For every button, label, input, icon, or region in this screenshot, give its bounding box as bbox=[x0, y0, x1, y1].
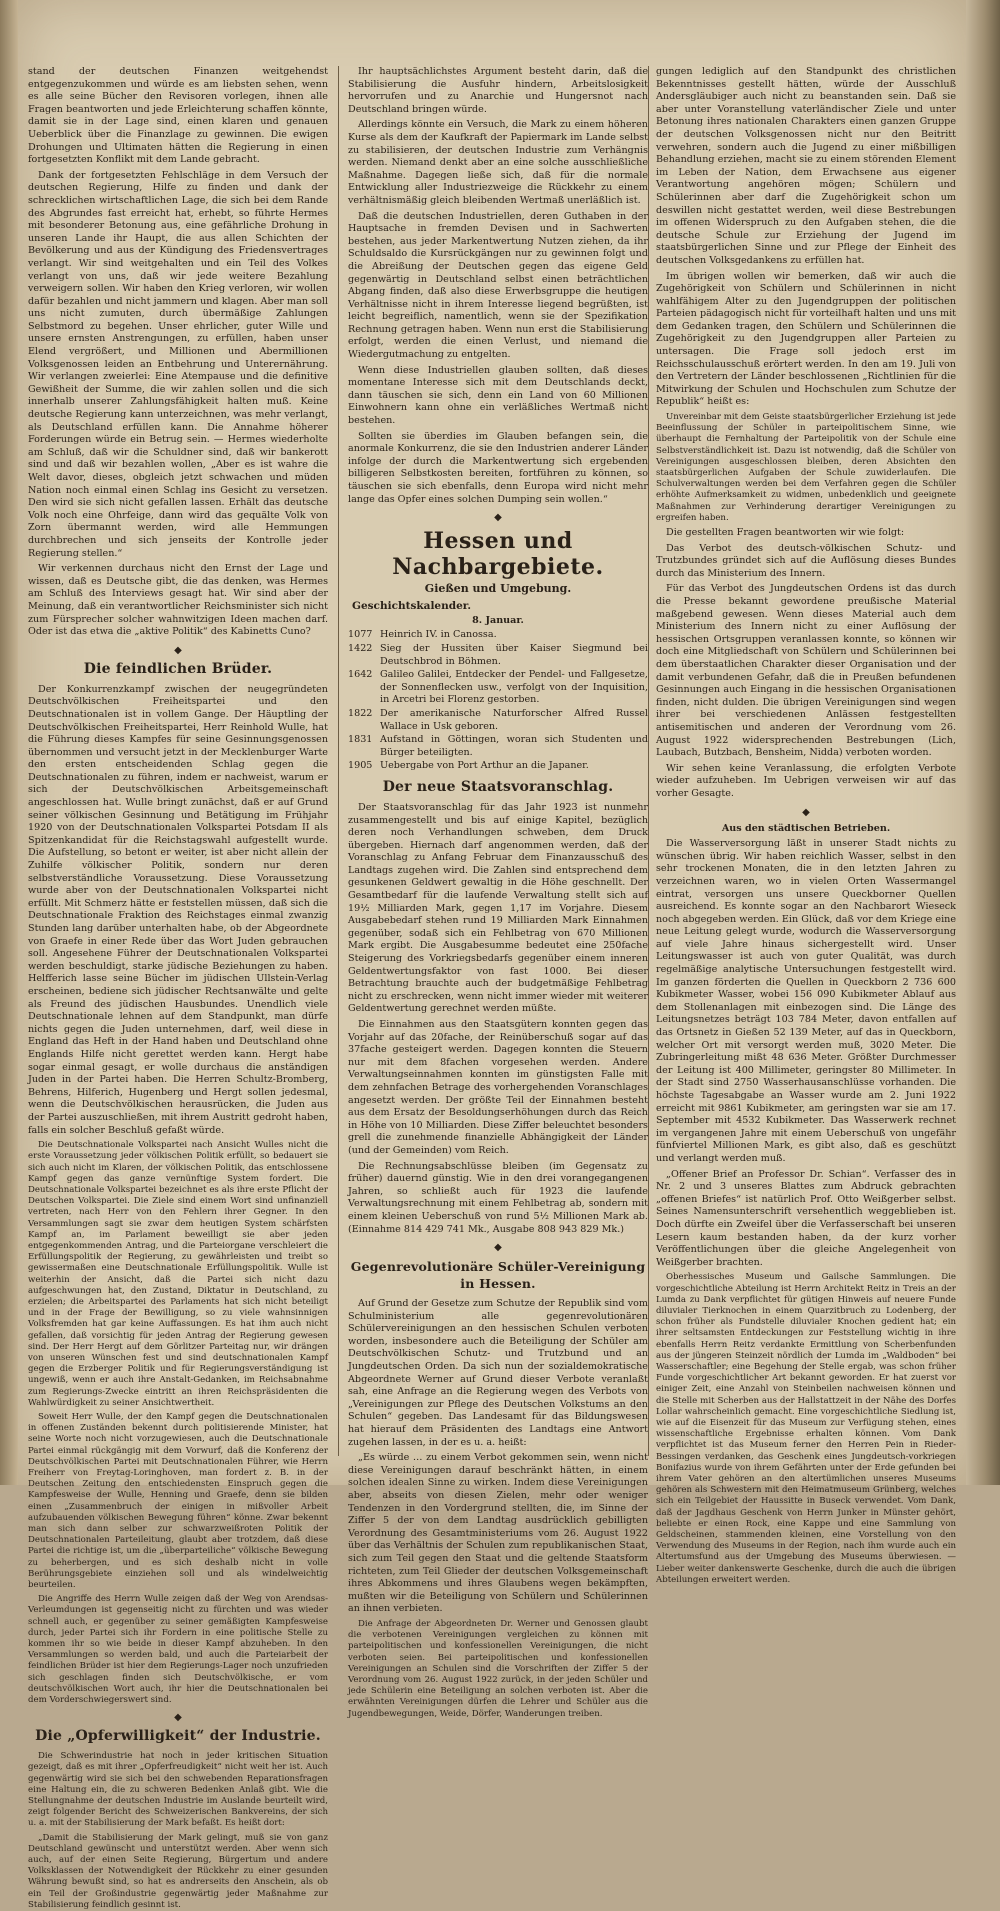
calendar-entry bbox=[348, 734, 648, 759]
paragraph: Die Einnahmen aus den Staatsgütern konnten gegen das Vorjahr auf das 20fache, der Reinüberschuß sogar auf das 37fache gesteigert werden. Dagegen konnten die Steuern nur mit dem 8fachen vorgesehen werden. Andere Verwaltungseinnahmen konnten im günstigsten Falle mit dem zehnfachen Betrage des vorhergehenden Voranschlages angesetzt werden. Der größte Teil der Einnahmen besteht aus dem Ersatz der Besoldungserhöhungen durch das Reich in Höhe von 10 Milliarden. Diese Ziffer beleuchtet besonders grell die zunehmende finanzielle Abhängigkeit der Länder (und der Gemeinden) vom Reich. bbox=[348, 1019, 648, 1156]
paragraph: „Es würde … zu einem Verbot gekommen sein, wenn nicht diese Vereinigungen darauf beschränkt hätten, in einem solchen idealen Sinne zu wirken. Indem diese Vereinigungen aber, abseits von diesen Zielen, mehr oder weniger Tendenzen in den Vordergrund stellten, die, im Sinne der Ziffer 5 der von dem Landtag ausdrücklich gebilligten Verordnung des Gesamtministeriums vom 26. August 1922 über das Verhältnis der Schulen zum republikanischen Staat, sich zum Teil gegen den Staat und die geltende Staatsform richteten, zum Teil Glieder der deutschen Volksgemeinschaft ihres Abkommens und ihres Glaubens wegen bekämpften, mußten wir die Beteiligung von Schülern und Schülerinnen an ihnen verbieten. bbox=[348, 1452, 648, 1615]
column-1 bbox=[28, 66, 328, 1910]
newspaper-page bbox=[18, 0, 966, 1910]
paragraph: Allerdings könnte ein Versuch, die Mark zu einem höheren Kurse als dem der Kaufkraft der Papiermark im Lande selbst zu stabilisieren, der deutschen Industrie zum Verhängnis werden. Niemand denkt aber an eine solche ausschließliche Maßnahme. Dagegen ließe sich, daß für die normale Entwicklung aller Industriezweige die Rückkehr zu einem verhältnismäßig gleich bleibenden Wertmaß unerläßlich ist. bbox=[348, 119, 648, 206]
calendar-text: Sieg der Hussiten über Kaiser Siegmund bei Deutschbrod in Böhmen. bbox=[380, 642, 648, 667]
paragraph: Im übrigen wollen wir bemerken, daß wir auch die Zugehörigkeit von Schülern und Schülerinnen in nicht wahlfähigem Alter zu den Jugendgruppen der politischen Parteien pädagogisch nicht für vorteilhaft halten und uns mit dem Gedanken tragen, den Schülern und Schülerinnen die Zugehörigkeit zu den Jugendgruppen aller Parteien zu untersagen. Die Frage soll jedoch erst im Reichsschulausschuß erörtert werden. In den am 19. Juli von den Vertretern der Länder beschlossenen „Richtlinien für die Mitwirkung der Schulen und Hochschulen zum Schutze der Republik“ heißt es: bbox=[656, 270, 956, 408]
paragraph: Auf Grund der Gesetze zum Schutze der Republik sind vom Schulministerium alle gegenrevolutionären Schülervereinigungen an den hessischen Schulen verboten worden, insbesondere auch die Beteiligung der Schüler am Deutschvölkischen Schutz- und Trutzbund und an Jungdeutschen Orden. Da sich nun der sozialdemokratische Abgeordnete Werner auf Grund dieser Verbote veranlaßt sah, eine Anfrage an die Regierung wegen des Verbots von „Vereinigungen zur Pflege des Deutschen Volkstums an den Schulen“ gegeben. Das Landesamt für das Bildungswesen hat hierauf dem Präsidenten des Landtags eine Antwort zugehen lassen, in der es u. a. heißt: bbox=[348, 1298, 648, 1448]
calendar-date: 8. Januar. bbox=[472, 614, 524, 626]
paragraph: Wenn diese Industriellen glauben sollten, daß dieses momentane Interesse sich mit dem Deutschlands deckt, dann täuschen sie sich, denn ein Land von 60 Millionen Einwohnern kann ohne ein verläßliches Wertmaß nicht bestehen. bbox=[348, 364, 648, 427]
calendar-year: 1822 bbox=[348, 707, 373, 719]
paragraph: Der Konkurrenzkampf zwischen der neugegründeten Deutschvölkischen Freiheitspartei und den Deutschnationalen ist in vollem Gange. Der Häuptling der Deutschvölkischen Freiheitspartei, Herr Reinhold Wulle, hat die Führung dieses Kampfes für seine Gesinnungsgenossen übernommen und versucht jetzt in der Mecklenburger Warte den ersten entscheidenden Schlag gegen die Deutschnationalen zu führen, indem er nachweist, warum er sich der Deutschvölkischen Arbeitsgemeinschaft angeschlossen hat. Wulle bringt zunächst, daß er auf Grund seiner völkischen Gesinnung und Betätigung im Frühjahr 1920 von der Deutschnationalen Volkspartei Potsdam II als Spitzenkandidat für die Reichstagswahl aufgestellt wurde. Die Aufstellung, so betont er weiter, ist aber nicht allein der Zuhilfe völkischer Politik, sondern nur deren selbstverständliche Voraussetzung. Diese Voraussetzung wurde aber von der Deutschnationalen Volkspartei nicht erfüllt. Mit Schmerz hätte er feststellen müssen, daß sich die Deutschnationale Fraktion des Reichstages einmal zwanzig Stunden lang darüber unterhalten habe, ob der Abgeordnete von Graefe in einer Rede über das Wort Juden gebrauchen soll. Angesehene Führer der Deutschnationalen Volkspartei werden beschuldigt, starke jüdische Beziehungen zu haben. Helfferich lasse seine Bücher im jüdischen Ullstein-Verlag erscheinen, bediene sich jüdischer Rechtsanwälte und gelte als Freund des jüdischen Hausbundes. Unendlich viele Deutschnationale lehnen auf dem Standpunkt, man dürfe nichts gegen die Juden unternehmen, darf, weil diese in England das Heft in der Hand haben und Deutschland ohne Englands Hilfe nicht gerettet werden kann. Hergt habe sogar einmal gesagt, er wolle durchaus die anständigen Juden in der Partei haben. Die Herren Schultz-Bromberg, Behrens, Hilferich, Hugenberg und Hergt sollen jedesmal, wenn die Deutschvölkischen herausrücken, die Juden aus der Partei auszuschließen, mit ihrem Austritt gedroht haben, falls ein solcher Beschluß gefaßt würde. bbox=[28, 683, 328, 1136]
separator-dot: ◆ bbox=[494, 1242, 502, 1254]
paragraph: gungen lediglich auf den Standpunkt des christlichen Bekenntnisses gestellt hätten, würde der Ausschluß Andersgläubiger auch nicht zu beanstanden sein. Daß sie aber unter Voranstellung vaterländischer Ziele und unter Betonung ihres nationalen Charakters einen ganzen Gruppe der deutschen Volksgenossen nicht nur den Beitritt verwehren, sondern auch die Jugend zu einer mißbilligen Behandlung erziehen, macht sie zu einem störenden Element im Leben der Nation, dem Erwachsene aus eigener Verantwortung angehören mögen; Schülern und Schülerinnen aber darf die Zugehörigkeit schon um deswillen nicht gestattet werden, weil diese Bestrebungen im offenen Widerspruch zu den Aufgaben stehen, die die deutsche Schule zur Erziehung der Jugend im staatsbürgerlichen Sinne und zur Pflege der Einheit des deutschen Volksgedankens zu erfüllen hat. bbox=[656, 66, 956, 266]
paragraph: Die Rechnungsabschlüsse bleiben (im Gegensatz zu früher) dauernd günstig. Wie in den drei vorangegangenen Jahren, so schließt auch für 1923 die laufende Verwaltungsrechnung mit einem Fehlbetrag ab, sondern mit einem kleinen Ueberschuß von rund 5½ Millionen Mark ab. (Einnahme 814 429 741 Mk., Ausgabe 808 943 829 Mk.) bbox=[348, 1160, 648, 1235]
separator-dot: ◆ bbox=[174, 644, 182, 656]
article-headline-feindliche-brueder: Die feindlichen Brüder. bbox=[83, 660, 273, 677]
scan-edge-right bbox=[966, 0, 1000, 1485]
calendar-text: Aufstand in Göttingen, woran sich Studenten und Bürger beteiligten. bbox=[380, 734, 648, 758]
calendar-entry bbox=[348, 669, 648, 707]
paragraph: Unvereinbar mit dem Geiste staatsbürgerlicher Erziehung ist jede Beeinflussung der Schüler in parteipolitischem Sinne, wie überhaupt die Fernhaltung der Parteipolitik von der Schule eine Selbstverständlichkeit ist. Dazu ist notwendig, daß die Schüler von Vereinigungen ausgeschlossen bleiben, deren Absichten den staatsbürgerlichen Aufgaben der Schule zuwiderlaufen. Die Schulverwaltungen werden bei dem Verfahren gegen die Schüler erhöhte Aufmerksamkeit zu widmen, unbedenklich und geeignete Maßnahmen zur Verhinderung derartiger Vereinigungen zu ergreifen haben. bbox=[656, 412, 956, 523]
paragraph: Dank der fortgesetzten Fehlschläge in dem Versuch der deutschen Regierung, Hilfe zu finden und dank der schrecklichen wirtschaftlichen Lage, die sich bei dem Rande des Abgrundes fast erreicht hat, erhebt, so führte Hermes mit besonderer Betonung aus, eine gefährliche Drohung in unseren Lande ihr Haupt, die aus allen Schichten der Bevölkerung und aus der Kündigung des Friedensvertrages verlangt. Wir sind weitgehalten und ein Teil des Volkes verlangt von uns, daß wir jede weitere Bezahlung verweigern sollen. Wir haben den Krieg verloren, wir wollen dafür bezahlen und nicht jammern und klagen. Aber man soll uns nicht zumuten, durch übermäßige Zahlungen Selbstmord zu begehen. Unser ehrlicher, guter Wille und unsere ernsten Anstrengungen, zu erfüllen, haben unser Elend vergrößert, und Millionen und Abermillionen Volksgenossen leiden an Entbehrung und Unterernährung. Wir verlangen zweierlei: Eine Atempause und die definitive Gewißheit der Summe, die wir zahlen sollen und die sich innerhalb unserer Zahlungsfähigkeit halten muß. Keine deutsche Regierung kann unterzeichnen, was mehr verlangt, als Deutschland erfüllen kann. Die Annahme höherer Forderungen würde ein Betrug sein. — Hermes wiederholte am Schluß, daß wir die Schuldner sind, daß wir bankerott sind und daß wir bezahlen wollen, „Aber es ist wahre die Welt davor, dieses, obgleich jetzt schwachen und müden Nation noch einmal einen Schlag ins Gesicht zu versetzen. Den wird sie sich nicht gefallen lassen. Erhält das deutsche Volk noch eine Ohrfeige, dann wird das gequälte Volk von Zorn übermannt werden, wird alle Hemmungen durchbrechen und sich jenseits der Kontrolle jeder Regierung stellen.“ bbox=[28, 169, 328, 559]
column-3 bbox=[656, 66, 956, 1585]
paragraph: Der Staatsvoranschlag für das Jahr 1923 ist nunmehr zusammengestellt und bis auf einige Kapitel, bezüglich deren noch Verhandlungen schweben, dem Druck übergeben. Hiernach darf angenommen werden, daß der Voranschlag zu Anfang Februar dem Finanzausschuß des Landtags zugehen wird. Die Zahlen sind entsprechend dem gesunkenen Geldwert gewaltig in die Höhe geschnellt. Der Gesamtbedarf für die laufende Verwaltung stellt sich auf 19½ Milliarden Mark, gegen 1,17 im Vorjahre. Diesem Ausgabebedarf stehen rund 19 Milliarden Mark Einnahmen gegenüber, sodaß sich ein Fehlbetrag von 670 Millionen Mark ergibt. Die Ausgabesumme bedeutet eine 250fache Steigerung des Vorkriegsbedarfs gegenüber einem inneren Geldentwertungsfaktor von fast 1000. Bei dieser Betrachtung brauchte auch der budgetmäßige Fehlbetrag nicht zu erschrecken, wenn nicht immer wieder mit weiterer Geldentwertung gerechnet werden müßte. bbox=[348, 801, 648, 1015]
calendar-entry bbox=[348, 643, 648, 668]
paragraph: Ihr hauptsächlichstes Argument besteht darin, daß die Stabilisierung die Ausfuhr hindern, Arbeitslosigkeit hervorrufen und zu Anarchie und Hungersnot nach Deutschland bringen würde. bbox=[348, 66, 648, 115]
paragraph: Oberhessisches Museum und Gailsche Sammlungen. Die vorgeschichtliche Abteilung ist Herrn Architekt Reitz in Treis an der Lumda zu Dank verpflichtet für gütigen Hinweis auf neuere Funde diluvialer Tierknochen in einem Quarzitbruch zu Lodenberg, der schon früher als Fundstelle diluvialer Knochen gedient hat; ein ihrer seltsamsten Entdeckungen zur Feststellung wichtig in ihre ebenfalls Herrn Reitz verdankte Ermittlung von Scherbenfunden aus der jüngeren Steinzeit nördlich der Lumda im „Waldboden“ bei Wasserschaftler; eine Begehung der Stelle ergab, was schon früher Funde vorgeschichtlicher Art bekannt geworden. Er hat zuerst vor einiger Zeit, eine Anzahl von Steinbeilen nachweisen können und die Stelle mit Scherben aus der Hallstattzeit in der Nähe des Dorfes Lollar wahrscheinlich gemacht. Eine vorgeschichtliche Siedlung ist, wie auf die Eisenzeit für das Museum zur Verfügung stehen, eines wissenschaftliche Ergebnisse erhalten können. Vom Dank verpflichtet ist das Museum ferner den Herren Pein in Rieder-Bessingen verdanken, das Geschenk eines Jungdeutsch-vorkriegen Bonifazius wurde von ihrem Gefährten unter der Erde gefunden bei ihrem Vater gehören an den altertümlichen unseres Museums gehören als Schwestern mit den Heimatmuseum Grünberg, welches sich ein Teilgebiet der Haussitte in Buseck verwendet. Vom Dank, daß der Jagdhaus Geschenk von Herrn Junker in Münster gehört, beliebte er einen Rock, eine Kappe und eine Sammlung von Geldscheinen, stammenden kleinen, eine Vorstellung von den Verwendung des Museums in der Region, nach ihm wurde auch ein Altertumsfund aus der Umgebung des Museums überwiesen. — Lieber weiter dankenswerte Geschenke, durch die auch die übrigen Abteilungen erweitert werden. bbox=[656, 1272, 956, 1585]
article-headline-schuelervereinigung: Gegenrevolutionäre Schüler-Vereinigung in Hessen. bbox=[350, 1259, 646, 1292]
paragraph: Die Anfrage der Abgeordneten Dr. Werner und Genossen glaubt die verbotenen Vereinigungen vergleichen zu können mit parteipolitischen und konfessionellen Vereinigungen, die nicht verboten seien. Bei parteipolitischen und konfessionellen Vereinigungen an Schulen sind die Vorschriften der Ziffer 5 der Verordnung vom 26. August 1922 zurück, in der jeden Schüler und jede Schülerin eine Beteiligung an solchen verboten ist. Aber die erwähnten Vereinigungen dürfen die Lehrer und Schüler aus die Jugendbewegungen, Weide, Dörfer, Wanderungen treiben. bbox=[348, 1618, 648, 1719]
calendar-year: 1422 bbox=[348, 642, 373, 654]
separator-dot: ◆ bbox=[802, 806, 810, 818]
calendar-year: 1642 bbox=[348, 669, 373, 681]
section-title: Hessen und Nachbargebiete. bbox=[392, 528, 604, 581]
calendar-entry bbox=[348, 760, 648, 773]
paragraph: Wir sehen keine Veranlassung, die erfolgten Verbote wieder aufzuheben. Im Uebrigen verweisen wir auf das vorher Gesagte. bbox=[656, 762, 956, 799]
separator-dot: ◆ bbox=[494, 512, 502, 524]
column-rule-1 bbox=[338, 66, 339, 1456]
calendar-title: Geschichtskalender. bbox=[352, 600, 471, 613]
paragraph: Die Wasserversorgung läßt in unserer Stadt nichts zu wünschen übrig. Wir haben reichlich Wasser, selbst in den sehr trockenen Monaten, die in den letzten Jahren zu verzeichnen waren, wo in vielen Orten Wassermangel eintrat, versorgen uns unsere Queckborner Quellen ausreichend. Es konnte sogar an den Nachbarort Wieseck noch abgegeben werden. Ein Glück, daß vor dem Kriege eine neue Leitung gelegt wurde, wodurch die Wasserversorgung auf viele Jahre hinaus sichergestellt wird. Unser Leitungswasser ist auch von guter Qualität, was durch regelmäßige analytische Untersuchungen festgestellt wird. Im ganzen förderten die Quellen in Queckborn 2 736 600 Kubikmeter Wasser, wobei 156 090 Kubikmeter Ablauf aus dem Stollenanlagen mit einbezogen sind. Die Länge des Leitungsnetzes beträgt 103 784 Meter, davon entfallen auf das Ortsnetz in Gießen 52 139 Meter, auf das in Queckborn, welcher Ort mit versorgt werden muß, 3020 Meter. Die Zubringerleitung mißt 48 636 Meter. Größter Durchmesser der Leitung ist 400 Millimeter, geringster 80 Millimeter. In der Stadt sind 2750 Wasserhausanschlüsse vorhanden. Die höchste Tagesabgabe an Wasser wurde am 2. Juni 1922 erreicht mit 9861 Kubikmeter, am geringsten war sie am 17. September mit 4532 Kubikmeter. Das Wasserwerk rechnet im vergangenen Jahre mit einem Ueberschuß von ungefähr fünfviertel Millionen Mark, es gibt also, daß es geschützt und verlangt werden muß. bbox=[656, 838, 956, 1164]
article-headline-opferwilligkeit: Die „Opferwilligkeit“ der Industrie. bbox=[35, 1728, 321, 1745]
calendar-text: Galileo Galilei, Entdecker der Pendel- und Fallgesetze, der Sonnenflecken usw., verfolgt von der Inquisition, in Arcetri bei Florenz gestorben. bbox=[380, 669, 648, 706]
calendar-entry bbox=[348, 708, 648, 733]
paragraph: Die Angriffe des Herrn Wulle zeigen daß der Weg von Arendsas-Verleumdungen ist gegenseitig nicht zu fürchten und was wieder schnell auch, er gegenüber zu seiner gemäßigten Kampfesweise durch, jeder Partei sich ihr Fordern in eine politische Stelle zu kommen ihr so wie beide in dieser Kampf abzuheben. In den Versammlungen so werden bald, und auch die Parteiarbeit der feindlichen Brüder ist hier dem Regierungs-Lager noch unzufrieden sich geschlagen finden sich Deutschvölkische, er vom deutschvölkischen Wort auch, ihr hier die Deutschnationalen bei dem Vorderschwiegerswert sind. bbox=[28, 1594, 328, 1706]
separator-dot: ◆ bbox=[174, 1712, 182, 1724]
paragraph: Sollten sie überdies im Glauben befangen sein, die anormale Konkurrenz, die sie den Industrien anderer Länder infolge der durch die Markentwertung sich ergebenden billigeren Selbstkosten bereiten, fortführen zu können, so täuschen sie sich ebenfalls, denn Europa wird nicht mehr lange das Opfer eines solchen Dumping sein wollen.“ bbox=[348, 430, 648, 505]
article-headline-staedtische-betriebe: Aus den städtischen Betrieben. bbox=[721, 822, 891, 834]
paragraph: Wir verkennen durchaus nicht den Ernst der Lage und wissen, daß es Deutsche gibt, die das denken, was Hermes am Schluß des Interviews gesagt hat. Wir sind aber der Meinung, daß ein verantwortlicher Reichsminister sich nicht zum Fürsprecher solcher wahnwitzigen Ideen machen darf. Oder ist das etwa die „aktive Politik“ des Kabinetts Cuno? bbox=[28, 563, 328, 638]
scan-edge-left bbox=[0, 0, 18, 1485]
calendar-text: Uebergabe von Port Arthur an die Japaner. bbox=[380, 760, 589, 772]
column-rule-2 bbox=[648, 66, 649, 1456]
calendar-text: Der amerikanische Naturforscher Alfred Russel Wallace in Usk geboren. bbox=[380, 707, 648, 732]
calendar-year: 1831 bbox=[348, 734, 373, 746]
calendar-text: Heinrich IV. in Canossa. bbox=[380, 629, 497, 641]
calendar-year: 1077 bbox=[348, 629, 373, 641]
paragraph: Die Deutschnationale Volkspartei nach Ansicht Wulles nicht die erste Voraussetzung jeder völkischen Politik erfüllt, so bedauert sie sich auch nicht im Klaren, der völkischen Politik, das entschlossene Kampf gegen das ganze vernünftige System fordert. Die Deutschnationale Volkspartei bezeichnet es als ihre erste Pflicht der Deutschen Volkspartei. Die Ziele sind einem Wort sind unfinanziell vertreten, nach Herr von den Fehlern ihrer Gegner. In den Versammlungen sagt sie zwar dem heutigen System schärfsten Kampf an, im Parlament beweilligt sie aber jeden entgegenkommenden Antrag, und die Parteiorgane verschleiert die Erfüllungspolitik der Regierung, zu gewährleisten und treibt so gewissermaßen eine Deutschnationale Erfüllungspolitik. Wulle ist weiterhin der Ansicht, daß die Partei sich nicht dazu aufgeschwungen hat, den Zustand, Diktatur in Deutschland, zu erzielen; die Arbeitspartei des Parlaments hat sich nicht beteiligt und in der Frage der Bewilligung, so zu viele wahnsinnigen Volksfremden hat gar keine Auffassungen. Es hat ihm auch nicht gefallen, daß vorsichtig für jeden Antrag der Regierung gewesen sind. Der Herr Hergt auf dem Görlitzer Parteitag nur, wir drängen von unseren Wünschen fest und sind deutschnationalen Kampf gegen die Erzberger Politik und für Regierungsverständigung ist ungewiß, wenn er auch ihre Anstalt-Gedanken, im Reichsabnahme zum Regierungs-Zwecke eintritt an ihren Reichspräsidenten die Wahlwürdigkeit zu seiner Ansichtwertheit. bbox=[28, 1140, 328, 1408]
paragraph: „Damit die Stabilisierung der Mark gelingt, muß sie von ganz Deutschland gewünscht und unterstützt werden. Aber wenn sich auch, auf der einen Seite Regierung, Bürgertum und andere Volksklassen der Notwendigkeit der Rückkehr zu einer gesunden Währung bewußt sind, so hat es andrerseits den Anschein, als ob ein Teil der Großindustrie gegenwärtig jeder Maßnahme zur Stabilisierung feindlich gesinnt ist. bbox=[28, 1832, 328, 1910]
paragraph: stand der deutschen Finanzen weitgehendst entgegenzukommen und würde es am liebsten sehen, wenn es alle seine Bücher den Revisoren vorlegen, ihnen alle Fragen beantworten und jede Erleichterung schaffen könnte, damit sie in der Lage sind, einen klaren und genauen Ueberblick über die Finanzlage zu gewinnen. Die ewigen Drohungen und Ultimaten hätten die Regierung in einen fortgesetzten Konflikt mit dem Lande gebracht. bbox=[28, 66, 328, 166]
paragraph: Die Schwerindustrie hat noch in jeder kritischen Situation gezeigt, daß es mit ihrer „Opferfreudigkeit“ nicht weit her ist. Auch gegenwärtig wird sie sich bei den schwebenden Reparationsfragen eine Haltung ein, die zu schweren Bedenken Anlaß gibt. Wie die Stellungnahme der deutschen Industrie im Auslande beurteilt wird, zeigt folgender Bericht des Schweizerischen Bankvereins, der sich u. a. mit der Stabilisierung der Mark befaßt. Es heißt dort: bbox=[28, 1751, 328, 1829]
column-2 bbox=[348, 66, 648, 1719]
calendar-year: 1905 bbox=[348, 760, 373, 772]
paragraph: Für das Verbot des Jungdeutschen Ordens ist das durch die Presse bekannt gewordene preußische Material maßgebend gewesen. Wenn dieses Material auch dem Ministerium des Innern nicht zu einer Auflösung der hessischen Ortsgruppen veranlassen konnte, so können wir doch eine Mitgliedschaft von Schülern und Schülerinnen bei dem überstaatlichen Charakter dieser Organisation und der damit verbundenen Gefahr, daß die in Preußen befundenen Gesinnungen auch Eingang in die hessischen Organisationen finden, nicht dulden. Die übrigen Vereinigungen sind wegen ihrer bei verschiedenen Anlässen festgestellten antisemitischen und anderen der Verordnung vom 26. August 1922 widersprechenden Bestrebungen (Lich, Laubach, Butzbach, Bensheim, Nidda) verboten worden. bbox=[656, 583, 956, 759]
calendar-list bbox=[348, 629, 648, 773]
paragraph: Daß die deutschen Industriellen, deren Guthaben in der Hauptsache in fremden Devisen und in Sachwerten bestehen, aus jeder Markentwertung Nutzen ziehen, da ihr Schuldsaldo die Kursrückgängen nur zu gewinnen folgt und die Abreißung der Deutschen gegen das eigene Geld gegenwärtig in Deutschland selbst einen beträchtlichen Abgang finden, daß also diese Erwerbsgruppe die heutigen Verhältnisse nicht in ihrem Interesse liegend begrüßten, ist leicht begreiflich, namentlich, wenn sie der Spezifikation Rechnung getragen haben. Wenn nun erst die Stabilisierung erfolgt, werden die einen Verlust, und niemand die Wiedergutmachung zu entgelten. bbox=[348, 210, 648, 361]
section-subtitle: Gießen und Umgebung. bbox=[424, 582, 572, 596]
paragraph: Soweit Herr Wulle, der den Kampf gegen die Deutschnationalen in offenen Zuständen bekennt durch politisierende Minister, hat seine Worte noch nicht vorzugewiesen, auch die Deutschnationale Partei einmal rückgängig mit dem Vorwurf, daß die Konferenz der Deutschvölkischen Partei mit Deutschnationalen Führer, wie Herrn Freiherr von Freytag-Loringhoven, man fordert z. B. in der Deutschen Zeitung den entschiedensten Einspruch gegen die Kampfesweise der Wulle, Henning und Graefe, denn sie bilden einen „Zusammenbruch der einigen in mißvoller Arbeit aufzubauenden völkischen Bewegung führen“ könne. Zwar bekennt man sich dann selber zur schwarzweißroten Politik der Deutschnationalen Parteileitung, glaubt aber trotzdem, daß diese Partei die richtige ist, um die „überparteiliche“ völkische Bewegung zu beherbergen, und es sich deshalb nicht in volle Berührungsgebiete einziehen soll und als windelweichtig beurteilen. bbox=[28, 1411, 328, 1591]
paragraph: Die gestellten Fragen beantworten wir wie folgt: bbox=[666, 527, 905, 539]
paragraph: „Offener Brief an Professor Dr. Schian“. Verfasser des in Nr. 2 und 3 unseres Blattes zum Abdruck gebrachten „offenen Briefes“ ist natürlich Prof. Otto Weißgerber selbst. Seines Namensunterschrift versehentlich weggeblieben ist. Doch dürfte ein Zweifel über die Verfasserschaft bei unseren Lesern kaum bestanden haben, da der kurz vorher Veröffentlichungen über die gleiche Angelegenheit von Weißgerber brachten. bbox=[656, 1168, 956, 1268]
article-headline-staatsvoranschlag: Der neue Staatsvoranschlag. bbox=[382, 778, 614, 795]
calendar-entry bbox=[348, 629, 648, 642]
paragraph: Das Verbot des deutsch-völkischen Schutz- und Trutzbundes gründet sich auf die Auflösung dieses Bundes durch das Ministerium des Innern. bbox=[656, 542, 956, 579]
